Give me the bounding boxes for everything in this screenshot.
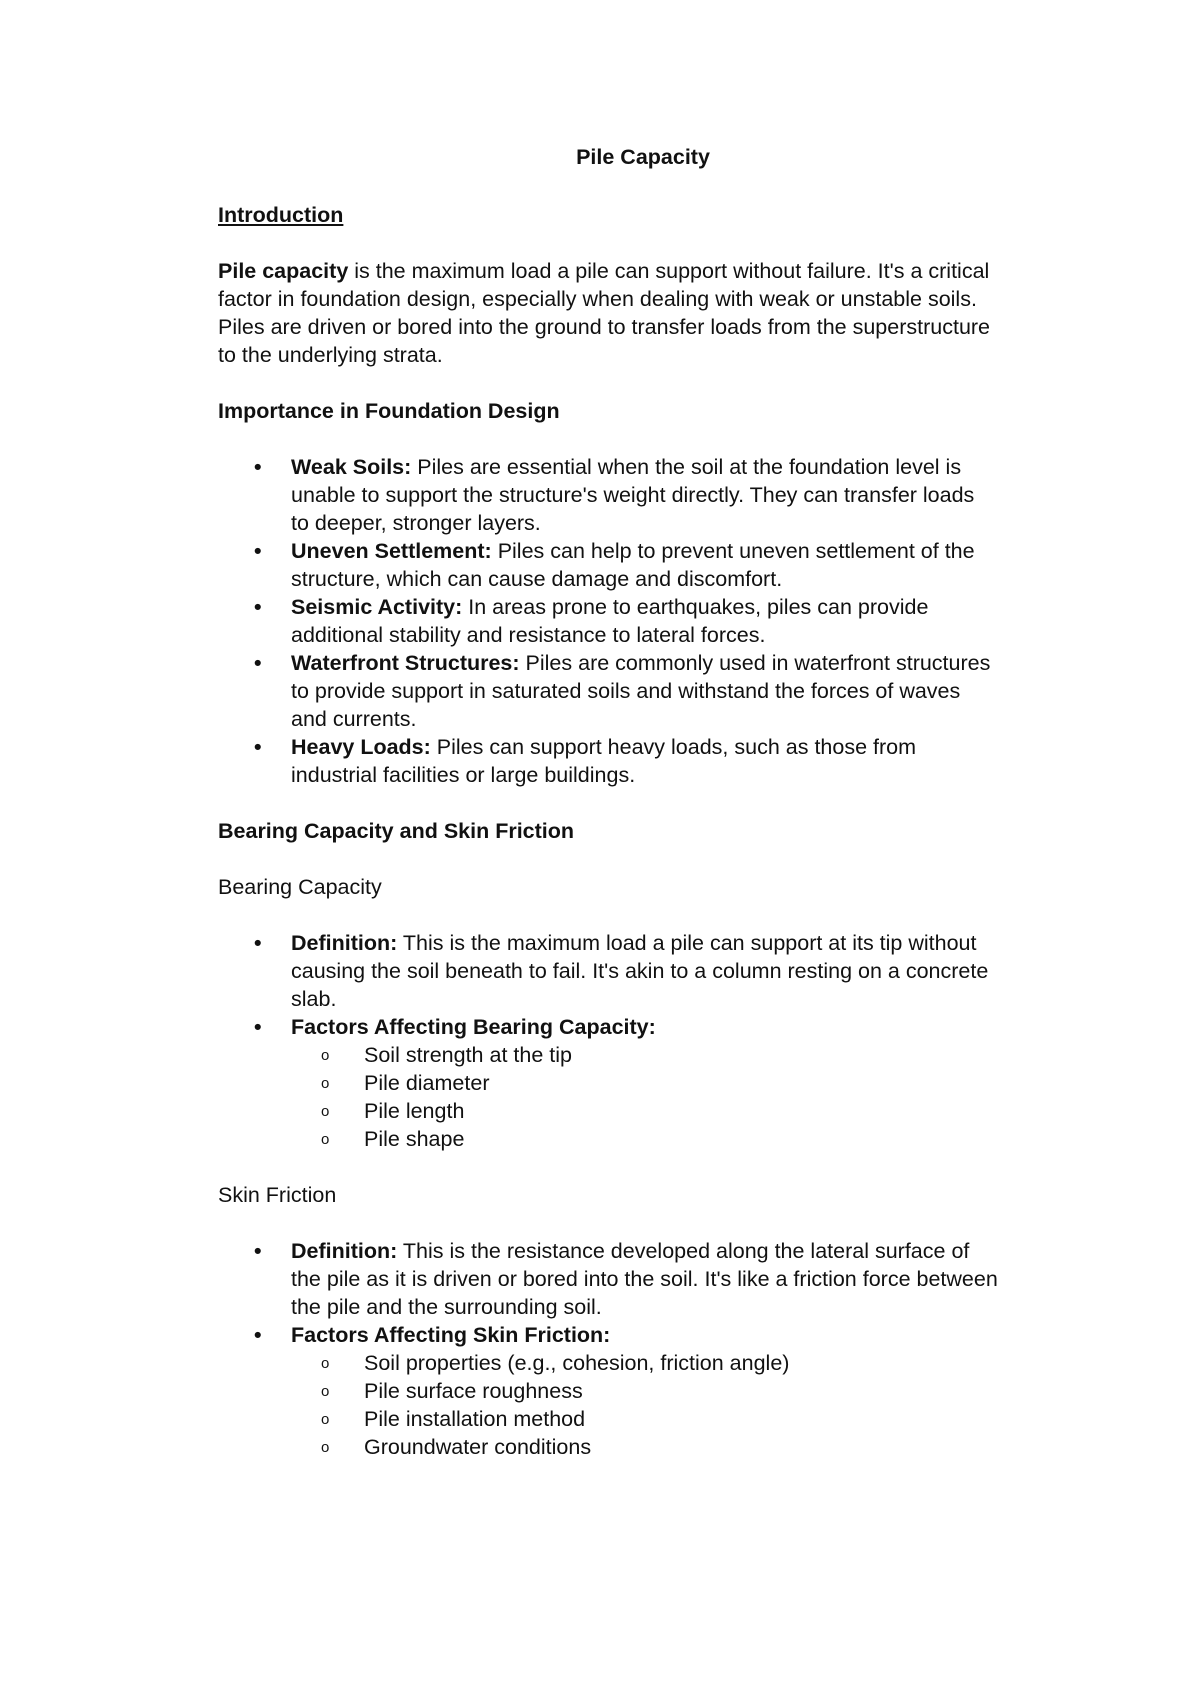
circle-bullet-icon: o [321, 1075, 330, 1092]
bullet-icon: • [254, 651, 262, 675]
list-item [218, 1013, 998, 1153]
bullet-icon: • [254, 931, 262, 955]
bullet-icon: • [254, 1323, 262, 1347]
skin-friction-heading: Skin Friction [218, 1183, 337, 1207]
sub-list-item [291, 1069, 998, 1097]
intro-paragraph [218, 257, 998, 369]
circle-bullet-icon: o [321, 1439, 330, 1456]
list-item [218, 1321, 998, 1461]
sub-list-item [291, 1405, 998, 1433]
bullet-icon: • [254, 595, 262, 619]
bullet-icon: • [254, 1015, 262, 1039]
skin-list [218, 1237, 998, 1461]
circle-bullet-icon: o [321, 1355, 330, 1372]
introduction-heading: Introduction [218, 203, 344, 227]
item-label: Weak Soils: [291, 455, 412, 479]
skin-factors-list [291, 1349, 998, 1461]
importance-list [218, 453, 998, 789]
intro-bold-lead: Pile capacity [218, 259, 349, 283]
definition-text: This is the maximum load a pile can support at its tip without causing the soil beneath to fail. It's akin to a column resting on a concrete slab. [291, 931, 989, 1011]
bearing-skin-heading: Bearing Capacity and Skin Friction [218, 819, 575, 843]
item-label: Heavy Loads: [291, 735, 431, 759]
item-label: Waterfront Structures: [291, 651, 520, 675]
item-text: Piles are commonly used in waterfront structures to provide support in saturated soils and withstand the forces of waves and currents. [291, 651, 991, 731]
factors-label: Factors Affecting Bearing Capacity: [291, 1015, 656, 1039]
importance-heading: Importance in Foundation Design [218, 399, 560, 423]
list-item [218, 537, 998, 593]
sub-list-item [291, 1097, 998, 1125]
document-title: Pile Capacity [576, 145, 710, 169]
sub-list-item [291, 1349, 998, 1377]
bullet-icon: • [254, 539, 262, 563]
sub-list-item [291, 1433, 998, 1461]
factor-text: Pile length [364, 1099, 465, 1123]
list-item [218, 593, 998, 649]
bearing-capacity-heading: Bearing Capacity [218, 875, 382, 899]
circle-bullet-icon: o [321, 1411, 330, 1428]
factor-text: Pile shape [364, 1127, 465, 1151]
item-label: Seismic Activity: [291, 595, 463, 619]
bearing-list [218, 929, 998, 1153]
list-item [218, 453, 998, 537]
list-item [218, 929, 998, 1013]
list-item [218, 649, 998, 733]
factor-text: Pile surface roughness [364, 1379, 583, 1403]
factor-text: Pile diameter [364, 1071, 490, 1095]
intro-text: is the maximum load a pile can support without failure. It's a critical factor in foundation design, especially when dealing with weak or unstable soils. Piles are driven or bored into the ground to transfer loads from the superstructure to the underlying strata. [218, 259, 991, 367]
list-item [218, 733, 998, 789]
sub-list-item [291, 1377, 998, 1405]
document-page [218, 143, 1068, 1461]
factors-label: Factors Affecting Skin Friction: [291, 1323, 611, 1347]
factor-text: Soil properties (e.g., cohesion, friction angle) [364, 1351, 790, 1375]
circle-bullet-icon: o [321, 1131, 330, 1148]
sub-list-item [291, 1125, 998, 1153]
item-text: Piles can help to prevent uneven settlement of the structure, which can cause damage and discomfort. [291, 539, 975, 591]
definition-label: Definition: [291, 931, 398, 955]
definition-label: Definition: [291, 1239, 398, 1263]
bullet-icon: • [254, 455, 262, 479]
item-text: In areas prone to earthquakes, piles can provide additional stability and resistance to lateral forces. [291, 595, 929, 647]
bearing-factors-list [291, 1041, 998, 1153]
factor-text: Soil strength at the tip [364, 1043, 572, 1067]
factor-text: Groundwater conditions [364, 1435, 592, 1459]
circle-bullet-icon: o [321, 1103, 330, 1120]
factor-text: Pile installation method [364, 1407, 586, 1431]
item-label: Uneven Settlement: [291, 539, 492, 563]
item-text: Piles are essential when the soil at the foundation level is unable to support the structure's weight directly. They can transfer loads to deeper, stronger layers. [291, 455, 975, 535]
sub-list-item [291, 1041, 998, 1069]
item-text: Piles can support heavy loads, such as those from industrial facilities or large buildings. [291, 735, 917, 787]
bullet-icon: • [254, 1239, 262, 1263]
list-item [218, 1237, 998, 1321]
bullet-icon: • [254, 735, 262, 759]
circle-bullet-icon: o [321, 1047, 330, 1064]
circle-bullet-icon: o [321, 1383, 330, 1400]
definition-text: This is the resistance developed along the lateral surface of the pile as it is driven or bored into the soil. It's like a friction force between the pile and the surrounding soil. [291, 1239, 998, 1319]
